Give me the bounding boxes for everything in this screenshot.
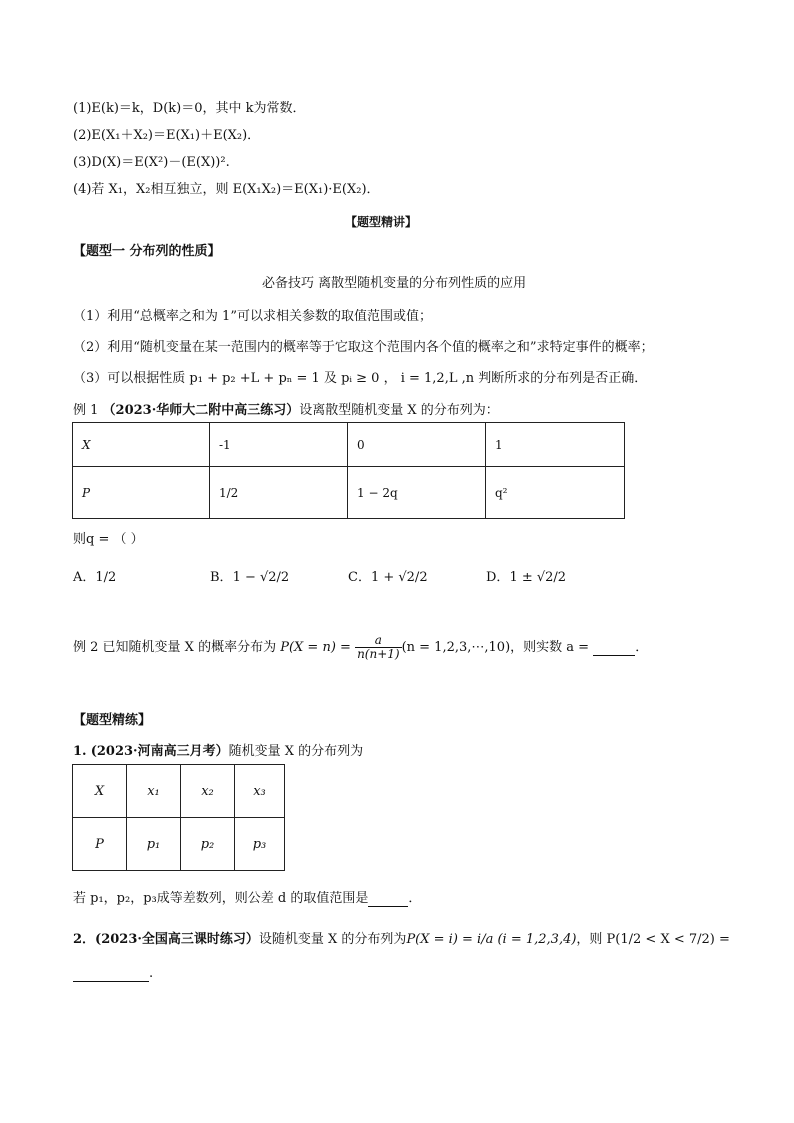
- practice-1-answer-blank[interactable]: [368, 891, 408, 907]
- option-b-value: 1 − √2/2: [232, 570, 290, 585]
- example-2-label: 例 2: [73, 640, 99, 655]
- example-1-text: 设离散型随机变量 X 的分布列为：: [299, 403, 499, 418]
- practice-2-source: (2023·全国高三课时练习）: [95, 932, 259, 947]
- option-a: A．1/2: [73, 570, 117, 585]
- practice-1-intro: 1. (2023·河南高三月考）随机变量 X 的分布列为: [73, 744, 364, 759]
- option-d-value: 1 ± √2/2: [509, 570, 567, 585]
- example-2-answer-blank[interactable]: [593, 640, 635, 656]
- table-row: [73, 765, 285, 818]
- option-c-value: 1 + √2/2: [370, 570, 428, 585]
- skill-1: （1）利用“总概率之和为 1”可以求相关参数的取值范围或值；: [73, 309, 432, 324]
- table-row: [73, 467, 625, 519]
- practice-title: 【题型精练】: [73, 713, 152, 728]
- property-3: (3)D(X)＝E(X²)－(E(X))².: [73, 155, 230, 170]
- example-1-source: （2023·华师大二附中高三练习）: [102, 403, 300, 418]
- skill-title: 必备技巧 离散型随机变量的分布列性质的应用: [262, 276, 527, 291]
- prob-label: P: [73, 818, 127, 871]
- x-value-3: 1: [486, 423, 625, 467]
- practice-2-formula: P(X = i) = i/a (i = 1,2,3,4): [406, 932, 577, 947]
- p-value-1: 1/2: [210, 467, 348, 519]
- table-row: [73, 423, 625, 467]
- example-2-formula-rhs: (n = 1,2,3,⋯,10): [401, 640, 511, 655]
- example-2-formula-lhs: P(X = n) =: [280, 640, 351, 655]
- prob-p3: p₃: [235, 818, 285, 871]
- practice-2-text: 设随机变量 X 的分布列为: [258, 932, 407, 947]
- practice-1-table: [72, 764, 285, 871]
- property-1: (1)E(k)＝k，D(k)＝0，其中 k为常数．: [73, 101, 306, 116]
- row-label-p: P: [73, 467, 210, 519]
- practice-1-question: 若 p₁，p₂，p₃成等差数列，则公差 d 的取值范围是 ．: [73, 891, 422, 906]
- section-header: 【题型精讲】: [345, 215, 418, 229]
- property-4: (4)若 X₁，X₂相互独立，则 E(X₁X₂)＝E(X₁)·E(X₂)．: [73, 182, 380, 197]
- option-b: B．1 − √2/2: [210, 570, 290, 585]
- example-1-label: 例 1: [73, 403, 99, 418]
- property-2: (2)E(X₁＋X₂)＝E(X₁)＋E(X₂)．: [73, 128, 261, 143]
- property-3-text: D(X)＝E(X²)－(E(X))².: [91, 155, 230, 170]
- option-d: D．1 ± √2/2: [486, 570, 567, 585]
- p-value-2: 1 − 2q: [348, 467, 486, 519]
- practice-2: 2．(2023·全国高三课时练习）设随机变量 X 的分布列为P(X = i) = i/a (i = 1,2,3,4)，则 P(1/2 < X < 7/2) =: [73, 932, 730, 947]
- practice-2-answer-blank[interactable]: [73, 966, 149, 982]
- practice-2-answer: .: [73, 966, 153, 982]
- header-x3: x₃: [235, 765, 285, 818]
- practice-1-source: (2023·河南高三月考）: [90, 744, 229, 759]
- header-x1: x₁: [127, 765, 181, 818]
- property-1-text: E(k)＝k，D(k)＝0，其中 k为常数．: [91, 101, 306, 116]
- header-x: X: [73, 765, 127, 818]
- table-row: [73, 818, 285, 871]
- prob-p1: p₁: [127, 818, 181, 871]
- p-value-3: q²: [486, 467, 625, 519]
- property-4-text: 若 X₁，X₂相互独立，则 E(X₁X₂)＝E(X₁)·E(X₂)．: [91, 182, 380, 197]
- example-2-text: 已知随机变量 X 的概率分布为: [102, 640, 277, 655]
- example-2-fraction: $\frac{a}{n(n+1)}$: [357, 633, 400, 661]
- example-1-intro: [73, 399, 499, 418]
- x-value-2: 0: [348, 423, 486, 467]
- example-1-question: 则q = （ ）: [73, 532, 144, 547]
- property-2-text: E(X₁＋X₂)＝E(X₁)＋E(X₂)．: [91, 128, 261, 143]
- type1-title: 【题型一 分布列的性质】: [73, 244, 221, 259]
- skill-2: （2）利用“随机变量在某一范围内的概率等于它取这个范围内各个值的概率之和”求特定事件的概率；: [73, 340, 654, 355]
- skill-3: （3）可以根据性质 p₁ + p₂ +L + pₙ = 1 及 pᵢ ≥ 0 ， i = 1,2,L ,n 判断所求的分布列是否正确．: [73, 371, 648, 386]
- option-a-value: 1/2: [95, 570, 117, 585]
- option-c: C．1 + √2/2: [348, 570, 428, 585]
- x-value-1: -1: [210, 423, 348, 467]
- example-2: 例 2 已知随机变量 X 的概率分布为 P(X = n) = $\frac{a}{n(n+1)}$ (n = 1,2,3,⋯,10)，则实数 a = ．: [73, 633, 649, 661]
- header-x2: x₂: [181, 765, 235, 818]
- example-2-tail: ，则实数 a =: [510, 640, 590, 655]
- example-1-table: [72, 422, 625, 519]
- practice-2-tail: ，则 P(1/2 < X < 7/2) =: [576, 932, 730, 947]
- row-label-x: X: [73, 423, 210, 467]
- prob-p2: p₂: [181, 818, 235, 871]
- practice-1-text: 随机变量 X 的分布列为: [228, 744, 364, 759]
